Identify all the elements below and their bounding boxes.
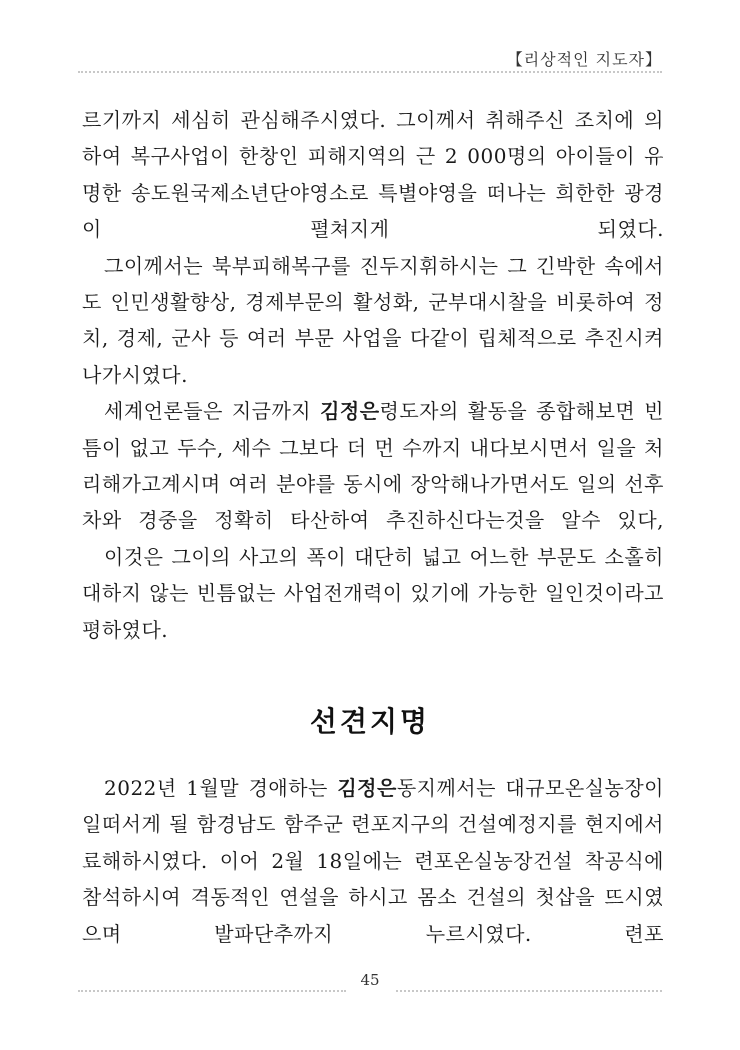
body-text-block	[82, 102, 664, 648]
footer-dotted-rule-right	[396, 990, 662, 992]
section-heading: 선견지명	[309, 705, 431, 738]
page-number: 45	[360, 971, 380, 989]
leader-name: 김정은	[320, 399, 380, 424]
running-header-title: 【리상적인 지도자】	[506, 50, 662, 69]
paragraph-5	[82, 770, 664, 952]
header-dotted-rule	[78, 71, 662, 73]
paragraph-1: 르기까지 세심히 관심해주시였다. 그이께서 취해주신 조치에 의하여 복구사업이 한창인 피해지역의 근 2 000명의 아이들이 유명한 송도원국제소년단야영소로 특별야영을 떠나는 희한한 광경이 펼쳐지게 되였다.	[82, 108, 664, 242]
footer-dotted-rule-left	[78, 990, 346, 992]
paragraph-2: 그이께서는 북부피해복구를 진두지휘하시는 그 긴박한 속에서도 인민생활향상, 경제부문의 활성화, 군부대시찰을 비롯하여 정치, 경제, 군사 등 여러 부문 사업을 다같이 립체적으로 추진시켜나가시였다.	[82, 253, 664, 387]
paragraph-5-lead: 2022년 1월말 경애하는	[104, 776, 338, 800]
paragraph-3-rest: 령도자의 활동을 종합해보면 빈틈이 없고 두수, 세수 그보다 더 먼 수까지 내다보시면서 일을 처리해가고계시며 여러 분야를 동시에 장악해나가면서도 일의 선후차와 경중을 정확히 타산하여 추진하신다는것을 알수 있다,	[82, 399, 665, 533]
paragraph-4: 이것은 그이의 사고의 폭이 대단히 넓고 어느한 부문도 소홀히 대하지 않는 빈틈없는 사업전개력이 있기에 가능한 일인것이라고 평하였다.	[82, 544, 664, 642]
paragraph-3-lead: 세계언론들은 지금까지	[104, 399, 321, 424]
paragraph-3	[82, 393, 664, 539]
leader-name-2: 김정은	[337, 776, 397, 800]
body-text-block-2	[82, 770, 664, 952]
paragraph-5-rest: 동지께서는 대규모온실농장이 일떠서게 될 함경남도 함주군 련포지구의 건설예정지를 현지에서 료해하시였다. 이어 2월 18일에는 련포온실농장건설 착공식에 참석하시여 격동적인 연설을 하시고 몸소 건설의 첫삽을 뜨시였으며 발파단추까지 누르시였다. 련포	[82, 776, 664, 946]
